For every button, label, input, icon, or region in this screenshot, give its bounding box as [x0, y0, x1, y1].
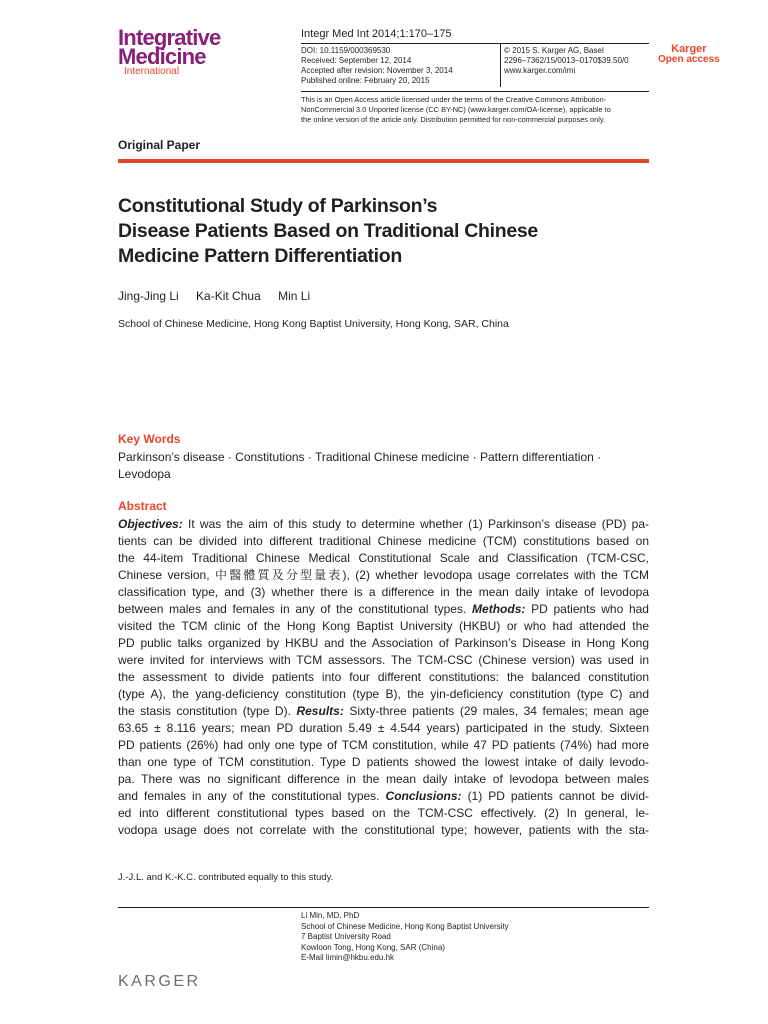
article-meta-right	[504, 46, 629, 76]
author-name: Ka-Kit Chua	[196, 289, 261, 303]
journal-citation: Integr Med Int 2014;1:170–175	[301, 28, 452, 40]
abstract-line: PD patients (26%) had only one type of TCM constitution, while 47 PD patients (74%) had more	[118, 738, 649, 752]
abstract-body	[118, 516, 649, 839]
karger-footer-logo: KARGER	[118, 973, 201, 990]
abstract-line: the 44-item Traditional Chinese Medical Constitutional Scale and Classification (TCM-CSC,	[118, 551, 649, 565]
abstract-line: tients can be divided into different traditional Chinese medicine (TCM) constitutions based on	[118, 534, 649, 548]
corr-line: Kowloon Tong, Hong Kong, SAR (China)	[301, 942, 445, 952]
abstract-line	[118, 601, 649, 618]
title-line: Medicine Pattern Differentiation	[118, 245, 403, 267]
abstract-text: the stasis constitution (type D).	[118, 704, 291, 718]
correspondence-address	[301, 911, 509, 964]
title-line: Disease Patients Based on Traditional Chinese	[118, 220, 538, 242]
abstract-line: ed into different constitutional types based on the TCM-CSC effectively. (2) In general, le-	[118, 806, 649, 820]
corr-email[interactable]: E-Mail limin@hkbu.edu.hk	[301, 953, 395, 962]
conclusions-label: Conclusions:	[385, 789, 462, 803]
copyright-text: © 2015 S. Karger AG, Basel	[504, 46, 604, 55]
journal-logo-line2: Medicine	[118, 44, 206, 69]
keywords-line: Parkinson’s disease · Constitutions · Traditional Chinese medicine · Pattern differentiation ·	[118, 450, 602, 464]
abstract-line: Chinese version, 中醫體質及分型量表), (2) whether levodopa usage correlates with the TCM	[118, 568, 649, 582]
journal-logo-line3: International	[124, 66, 180, 77]
paper-title	[118, 194, 658, 269]
results-label: Results:	[296, 704, 344, 718]
abstract-text: Sixty-three patients (29 males, 34 females; mean age	[349, 704, 649, 718]
issn-price: 2296–7362/15/0013–0170$39.50/0	[504, 56, 629, 65]
license-line: the online version of the article only. Distribution permitted for non-commercial purposes only.	[301, 115, 606, 124]
header-rule-bottom	[301, 91, 649, 92]
keywords-line: Levodopa	[118, 466, 171, 481]
abstract-line: were invited for interviews with TCM assessors. The TCM-CSC (Chinese version) was used in	[118, 653, 649, 667]
methods-label: Methods:	[472, 602, 526, 616]
objectives-label: Objectives:	[118, 517, 183, 531]
karger-oa-line2: Open access	[658, 54, 720, 65]
keywords-text	[118, 449, 649, 482]
abstract-line: pa. There was no significant difference in the mean daily intake of levodopa between males	[118, 772, 649, 786]
abstract-line: than one type of TCM constitution. Type D patients showed the lowest intake of daily levodo-	[118, 755, 649, 769]
abstract-line: PD public talks organized by HKBU and the Association of Parkinson’s Disease in Hong Kong	[118, 636, 649, 650]
journal-url-link[interactable]: www.karger.com/imi	[504, 66, 576, 75]
karger-oa-line1: Karger	[671, 43, 707, 55]
accepted-date: Accepted after revision: November 3, 2014	[301, 66, 453, 75]
abstract-line	[118, 788, 649, 805]
published-date: Published online: February 20, 2015	[301, 76, 430, 85]
paper-type: Original Paper	[118, 138, 201, 152]
abstract-text: PD patients who had	[531, 602, 649, 616]
abstract-text: It was the aim of this study to determine whether (1) Parkinson’s disease (PD) pa-	[187, 517, 650, 531]
corr-line: 7 Baptist University Road	[301, 932, 391, 941]
author-name: Jing-Jing Li	[118, 289, 179, 303]
doi-text[interactable]: DOI: 10.1159/000369530	[301, 46, 391, 55]
title-line: Constitutional Study of Parkinson’s	[118, 195, 438, 217]
article-meta-left	[301, 46, 453, 86]
abstract-line: classification type, and (3) whether there is a difference in the mean daily intake of levodopa	[118, 585, 649, 599]
abstract-line: visited the TCM clinic of the Hong Kong Baptist University (HKBU) or who had attended the	[118, 619, 649, 633]
abstract-text: (1) PD patients cannot be divid-	[467, 789, 650, 803]
author-name: Min Li	[278, 289, 311, 303]
abstract-line	[118, 703, 649, 720]
license-notice	[301, 95, 651, 125]
abstract-line: (type A), the yang-deficiency constitution (type B), the yin-deficiency constitution (type C) and	[118, 687, 649, 701]
abstract-text: and females in any of the constitutional types.	[118, 789, 380, 803]
journal-logo-line1: Integrative	[118, 25, 221, 50]
affiliation: School of Chinese Medicine, Hong Kong Baptist University, Hong Kong, SAR, China	[118, 318, 509, 330]
keywords-heading: Key Words	[118, 432, 181, 446]
license-line: This is an Open Access article licensed under the terms of the Creative Commons Attribution-	[301, 95, 607, 104]
author-list	[118, 289, 324, 304]
abstract-line: vodopa usage does not correlate with the constitutional type; however, patients with the sta-	[118, 823, 649, 837]
footer-rule	[118, 907, 649, 908]
karger-open-access-logo	[658, 44, 720, 65]
header-rule-top	[301, 43, 649, 44]
section-divider-bar	[118, 159, 649, 163]
corr-line: School of Chinese Medicine, Hong Kong Baptist University	[301, 921, 509, 931]
received-date: Received: September 12, 2014	[301, 56, 412, 65]
corr-line: Li Min, MD, PhD	[301, 911, 360, 920]
abstract-heading: Abstract	[118, 499, 167, 513]
abstract-line: the assessment to divide patients into four different constitutions: the balanced constitution	[118, 670, 649, 684]
contribution-note: J.-J.L. and K.-K.C. contributed equally to this study.	[118, 872, 334, 883]
abstract-line	[118, 516, 649, 533]
header-vertical-rule	[500, 44, 501, 87]
abstract-line: 63.65 ± 8.116 years; mean PD duration 5.49 ± 4.544 years) participated in the study. Sixteen	[118, 721, 649, 735]
abstract-text: between males and females in any of the constitutional types.	[118, 602, 467, 616]
license-line: NonCommercial 3.0 Unported license (CC BY-NC) (www.karger.com/OA-license), applicable to	[301, 105, 611, 114]
